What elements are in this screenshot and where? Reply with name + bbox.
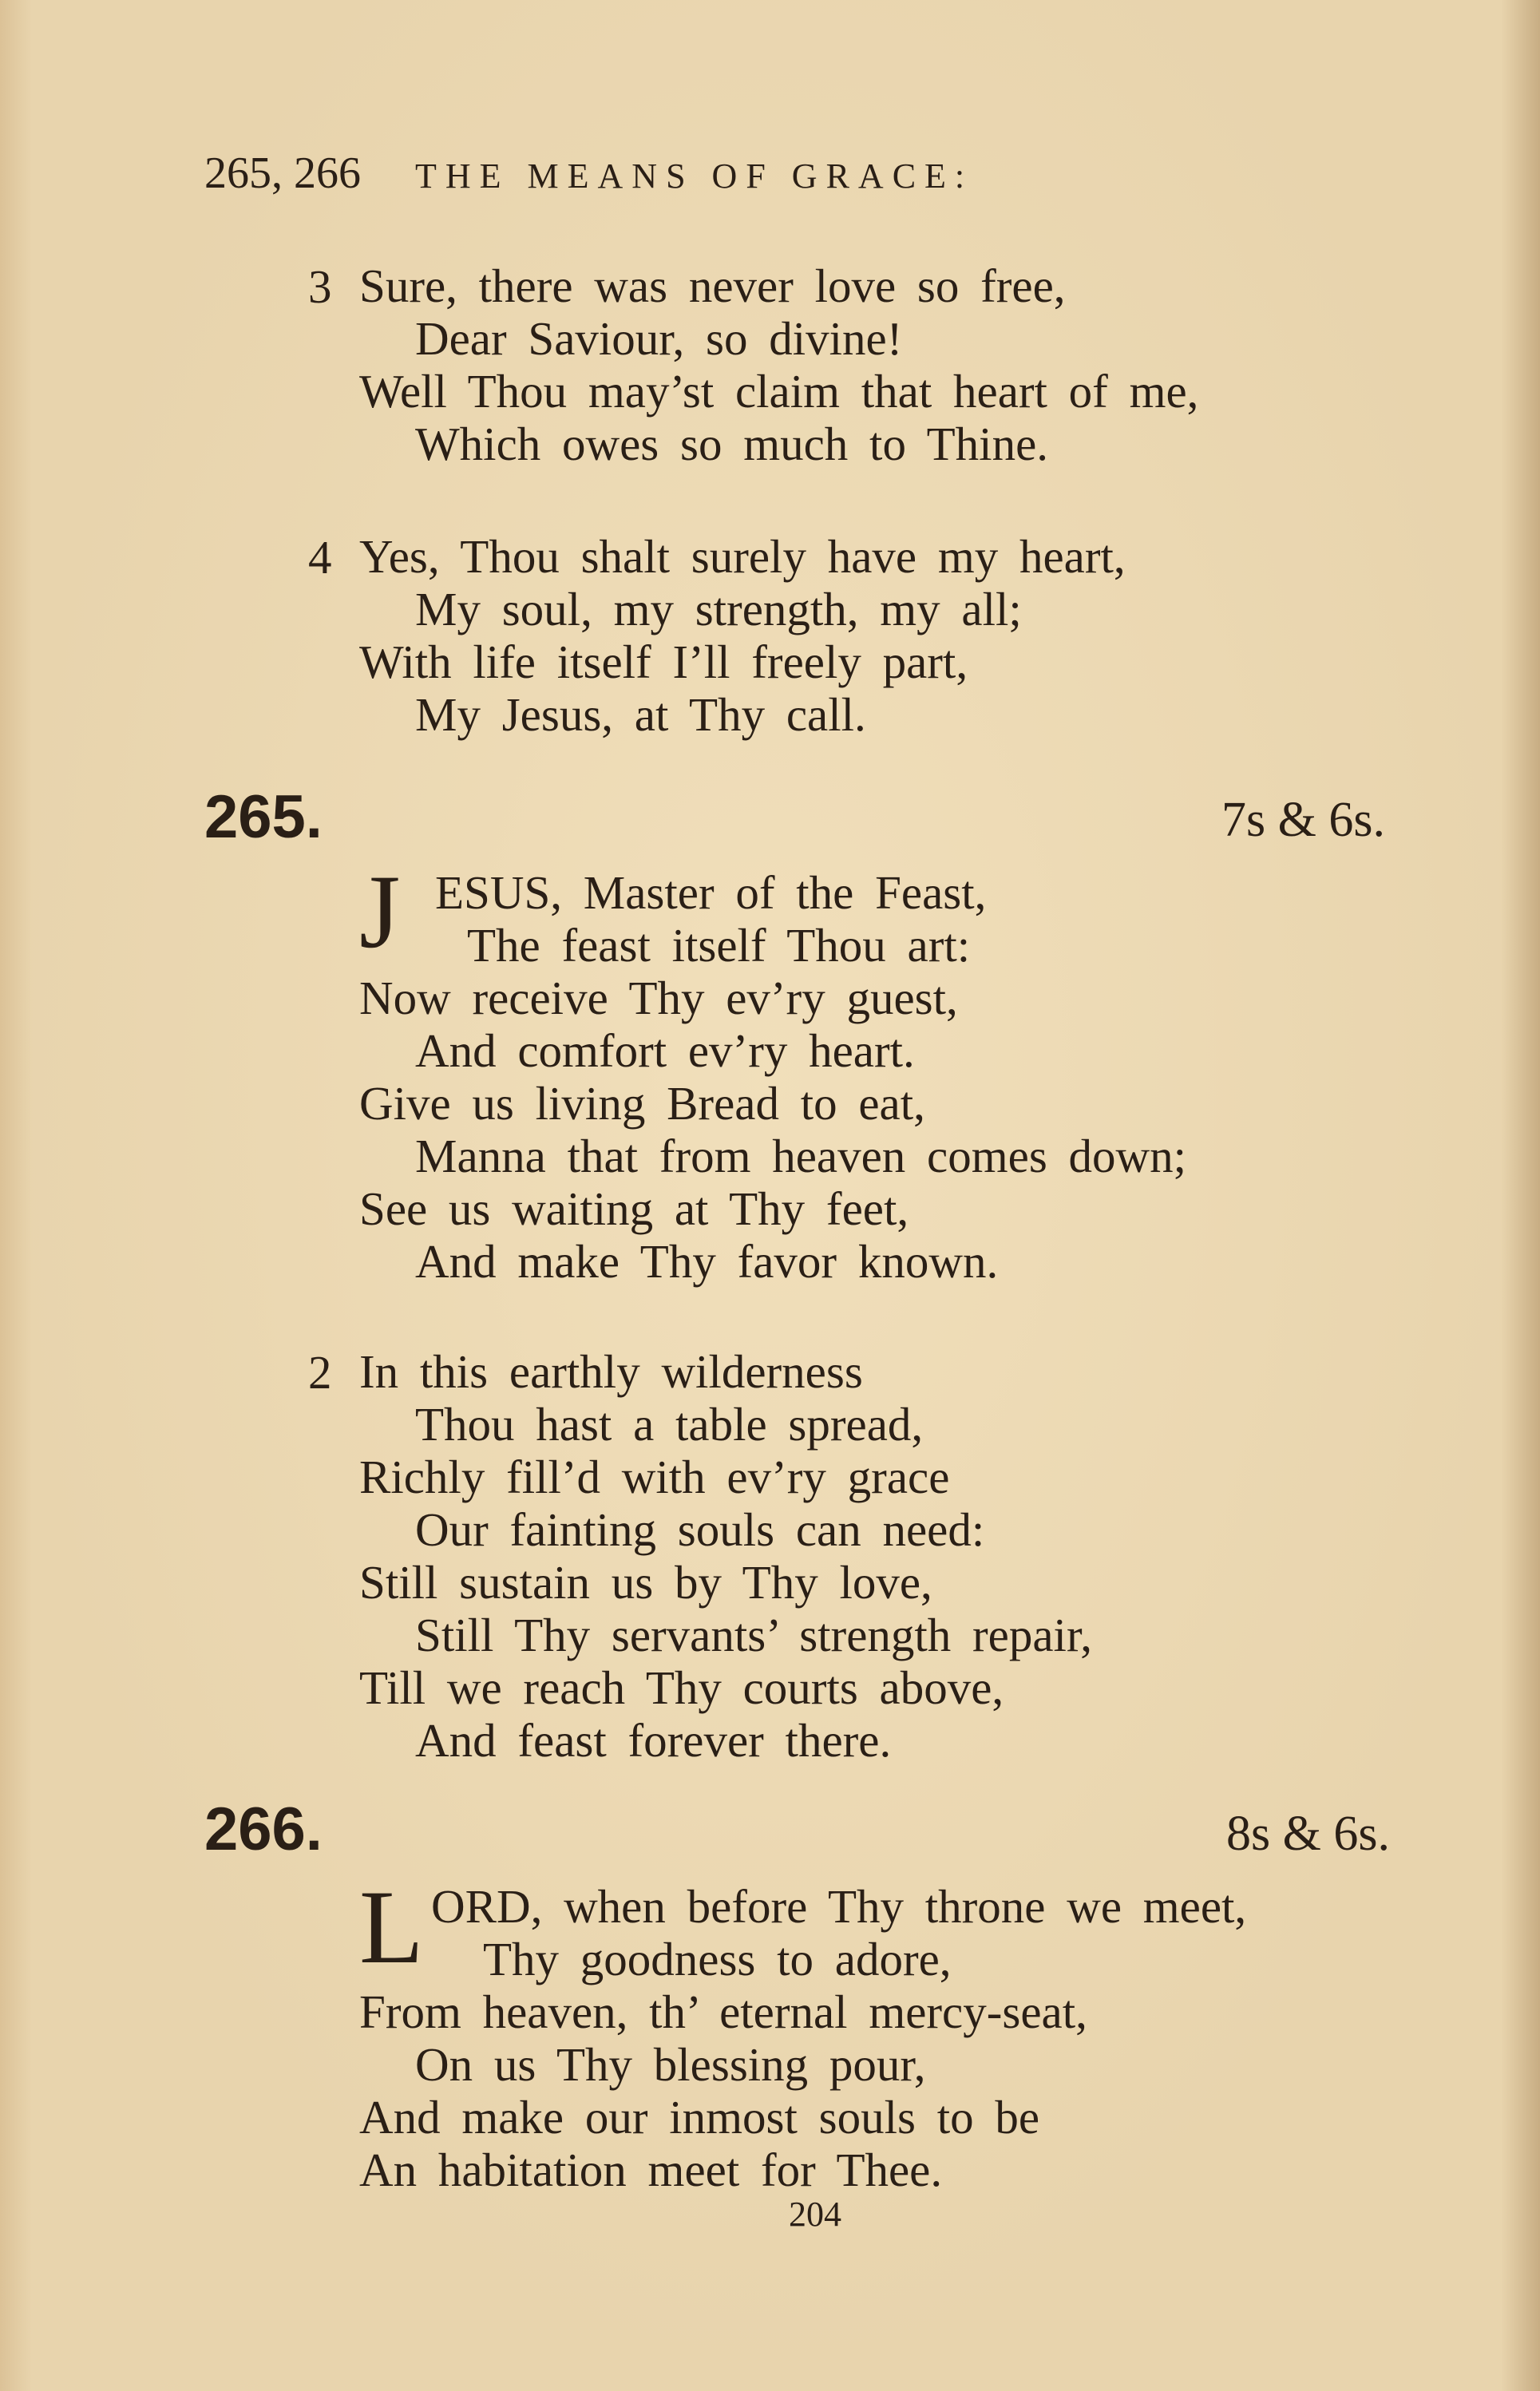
hymn-line: Our fainting souls can need: (415, 1503, 985, 1556)
hymn-line: Still Thy servants’ strength repair, (415, 1609, 1092, 1661)
page-number: 204 (789, 2195, 841, 2234)
hymn-line: Sure, there was never love so free, (359, 259, 1066, 312)
hymn-line: Thou hast a table spread, (415, 1398, 924, 1451)
hymn-line: Give us living Bread to eat, (359, 1077, 925, 1130)
running-head-section-title: THE MEANS OF GRACE: (415, 156, 974, 196)
hymn-line: ESUS, Master of the Feast, (435, 866, 987, 919)
hymn-meter-265: 7s & 6s. (1221, 793, 1385, 847)
hymn-line: From heaven, th’ eternal mercy-seat, (359, 1985, 1087, 2038)
hymn-line: Dear Saviour, so divine! (415, 312, 903, 365)
hymn-line: With life itself I’ll freely part, (359, 635, 968, 688)
drop-cap: J (359, 853, 401, 970)
hymn-line: Till we reach Thy courts above, (359, 1661, 1004, 1714)
hymn-line: And make our inmost souls to be (359, 2091, 1040, 2144)
hymn-number-266: 266. (204, 1795, 323, 1863)
hymn-line: Which owes so much to Thine. (415, 418, 1049, 470)
hymn-line: My soul, my strength, my all; (415, 583, 1022, 635)
hymn-line: Richly fill’d with ev’ry grace (359, 1451, 950, 1503)
hymn-line: Yes, Thou shalt surely have my heart, (359, 530, 1126, 583)
drop-cap: L (359, 1868, 424, 1985)
hymn-line: And comfort ev’ry heart. (415, 1024, 915, 1077)
hymn-number-265: 265. (204, 783, 323, 851)
running-head (204, 148, 973, 199)
hymn-line: In this earthly wilderness (359, 1345, 863, 1398)
hymn-line: And feast forever there. (415, 1714, 892, 1767)
hymn-line: ORD, when before Thy throne we meet, (431, 1880, 1247, 1933)
hymn-line: Now receive Thy ev’ry guest, (359, 972, 958, 1024)
hymn-line: Thy goodness to adore, (483, 1933, 952, 1985)
hymn-line: On us Thy blessing pour, (415, 2038, 926, 2091)
hymn-line: An habitation meet for Thee. (359, 2144, 943, 2196)
hymn-line: And make Thy favor known. (415, 1235, 999, 1288)
stanza-number: 2 (308, 1346, 332, 1399)
hymn-line: Still sustain us by Thy love, (359, 1556, 932, 1609)
hymn-line: Manna that from heaven comes down; (415, 1130, 1187, 1182)
hymn-line: Well Thou may’st claim that heart of me, (359, 365, 1199, 418)
hymn-meter-266: 8s & 6s. (1226, 1807, 1390, 1861)
hymn-line: My Jesus, at Thy call. (415, 688, 866, 741)
stanza-number: 4 (308, 531, 332, 584)
hymn-line: The feast itself Thou art: (467, 919, 971, 972)
running-head-hymn-numbers: 265, 266 (204, 148, 361, 198)
stanza-number: 3 (308, 260, 332, 313)
hymn-line: See us waiting at Thy feet, (359, 1182, 909, 1235)
